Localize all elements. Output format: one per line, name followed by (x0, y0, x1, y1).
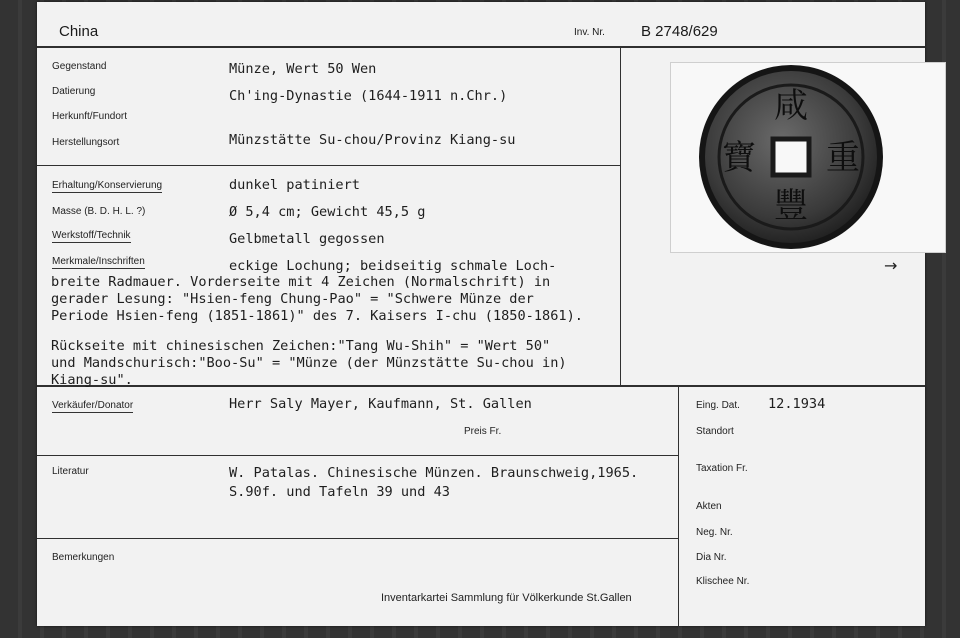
value-masse: Ø 5,4 cm; Gewicht 45,5 g (229, 204, 426, 220)
inv-number: B 2748/629 (641, 23, 718, 40)
merkmale-line-6: und Mandschurisch:"Boo-Su" = "Münze (der Münzstätte Su-chou in) (51, 355, 567, 371)
literatur-line-1: W. Patalas. Chinesische Münzen. Braunschweig,1965. (229, 465, 639, 481)
label-standort: Standort (696, 426, 734, 437)
merkmale-line-1: eckige Lochung; beidseitig schmale Loch- (229, 258, 557, 274)
country-title: China (59, 23, 99, 40)
coin-char-bottom: 豐 (774, 186, 808, 226)
merkmale-line-3: gerader Lesung: "Hsien-feng Chung-Pao" = "Schwere Münze der (51, 291, 534, 307)
inv-label: Inv. Nr. (574, 27, 605, 38)
card-footer: Inventarkartei Sammlung für Völkerkunde St.Gallen (381, 592, 632, 604)
coin-char-right: 重 (826, 138, 860, 178)
merkmale-line-5: Rückseite mit chinesischen Zeichen:"Tang Wu-Shih" = "Wert 50" (51, 338, 551, 354)
label-taxation: Taxation Fr. (696, 463, 748, 474)
value-werkstoff: Gelbmetall gegossen (229, 231, 385, 247)
rule-vertical-side (678, 386, 679, 626)
merkmale-line-4: Periode Hsien-feng (1851-1861)" des 7. Kaisers I-chu (1850-1861). (51, 308, 583, 324)
value-verkaeufer: Herr Saly Mayer, Kaufmann, St. Gallen (229, 396, 532, 412)
label-werkstoff: Werkstoff/Technik (52, 230, 131, 241)
label-preis: Preis Fr. (464, 426, 502, 437)
coin-char-top: 咸 (774, 86, 808, 126)
label-bemerkungen: Bemerkungen (52, 552, 115, 563)
rule-section-2 (37, 385, 925, 387)
label-verkaeufer: Verkäufer/Donator (52, 400, 134, 411)
value-eing-dat: 12.1934 (768, 396, 826, 412)
label-gegenstand: Gegenstand (52, 61, 107, 72)
literatur-line-2: S.90f. und Tafeln 39 und 43 (229, 484, 450, 500)
value-gegenstand: Münze, Wert 50 Wen (229, 61, 377, 77)
value-erhaltung: dunkel patiniert (229, 177, 360, 193)
label-merkmale: Merkmale/Inschriften (52, 256, 145, 267)
rule-section-3 (37, 455, 679, 456)
next-arrow-icon: → (884, 256, 898, 275)
value-herstellungsort: Münzstätte Su-chou/Provinz Kiang-su (229, 132, 516, 148)
merkmale-line-7: Kiang-su". (51, 372, 133, 388)
coin-char-left: 寶 (722, 138, 756, 178)
rule-section-4 (37, 538, 679, 539)
label-eing-dat: Eing. Dat. (696, 400, 740, 411)
label-erhaltung: Erhaltung/Konservierung (52, 180, 163, 191)
rule-vertical-photo (620, 46, 621, 386)
merkmale-line-2: breite Radmauer. Vorderseite mit 4 Zeichen (Normalschrift) in (51, 274, 551, 290)
label-herstellungsort: Herstellungsort (52, 137, 120, 148)
label-datierung: Datierung (52, 86, 96, 97)
value-datierung: Ch'ing-Dynastie (1644-1911 n.Chr.) (229, 88, 508, 104)
coin-image (671, 63, 945, 252)
rule-header (37, 46, 925, 48)
label-herkunft: Herkunft/Fundort (52, 111, 128, 122)
label-masse: Masse (B. D. H. L. ?) (52, 206, 146, 217)
rule-section-1 (37, 165, 621, 166)
label-akten: Akten (696, 501, 722, 512)
label-literatur: Literatur (52, 466, 89, 477)
coin-photo (670, 62, 946, 253)
label-klischee-nr: Klischee Nr. (696, 576, 750, 587)
label-dia-nr: Dia Nr. (696, 552, 727, 563)
catalog-card (37, 2, 925, 626)
label-neg-nr: Neg. Nr. (696, 527, 733, 538)
